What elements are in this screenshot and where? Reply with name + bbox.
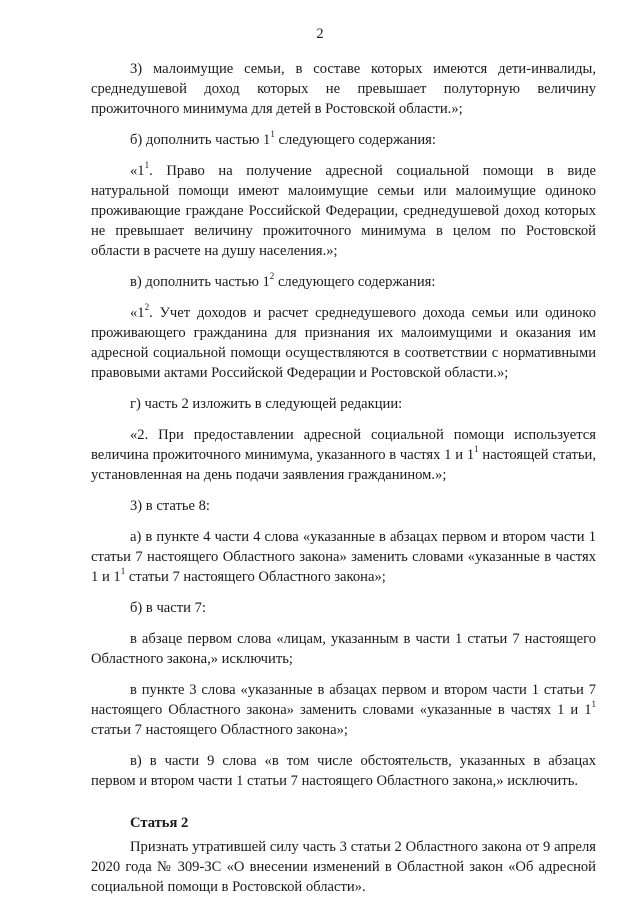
text: в пункте 3 слова «указанные в абзацах первом и втором части 1 статьи 7 настоящего Областного закона» заменить словами «указанные в частях 1 и 1	[91, 682, 596, 718]
paragraph-article-2-text: Признать утратившей силу часть 3 статьи 2 Областного закона от 9 апреля 2020 года № 309-ЗС «О внесении изменений в Областной закон «Об адресной социальной помощи в Ростовской области».	[91, 839, 596, 895]
superscript: 1	[120, 566, 126, 577]
text: «2. При предоставлении адресной социальной помощи используется величина прожиточного минимума, указанного в частях 1 и 1	[91, 427, 596, 463]
text: а) в пункте 4 части 4 слова «указанные в абзацах первом и втором части 1 статьи 7 настоящего Областного закона» заменить словами «указанные в частях 1 и 1	[91, 529, 596, 585]
superscript: 1	[270, 129, 275, 140]
paragraph-add-part-1-1	[91, 130, 596, 150]
page-number: 2	[316, 26, 324, 42]
paragraph-article-8-a	[91, 527, 596, 587]
paragraph-part-9-exclude: в) в части 9 слова «в том числе обстоятельств, указанных в абзацах первом и втором части 1 статьи 7 настоящего Областного закона,» исключить.	[91, 753, 596, 789]
text: настоящей статьи, установленная на день подачи заявления гражданином.»;	[91, 447, 596, 483]
paragraph-part-1-1-text	[91, 161, 596, 261]
text: статьи 7 настоящего Областного закона»;	[91, 722, 348, 738]
paragraph-first-paragraph-exclude: в абзаце первом слова «лицам, указанным в части 1 статьи 7 настоящего Областного закона,» исключить;	[91, 631, 596, 667]
text: статьи 7 настоящего Областного закона»;	[125, 569, 386, 585]
superscript: 1	[144, 160, 150, 171]
paragraph-add-part-1-2	[91, 272, 596, 292]
text: следующего содержания:	[274, 274, 436, 290]
text: «1	[130, 305, 145, 321]
paragraph-part-2-text	[91, 425, 596, 485]
superscript: 1	[591, 699, 596, 710]
paragraph-article-8-b: б) в части 7:	[130, 600, 206, 616]
paragraph-part-1-2-text	[91, 303, 596, 383]
text: «1	[130, 163, 145, 179]
superscript: 2	[144, 302, 150, 313]
text: в) дополнить частью 1	[130, 274, 270, 290]
superscript: 1	[474, 444, 479, 455]
text: . Право на получение адресной социальной помощи в виде натуральной помощи имеют малоимущие семьи или малоимущие одиноко проживающие граждане Российской Федерации, среднедушевой доход которых не превышает величину прожиточного минимума в целом по Ростовской области в расчете на душу населения.»;	[91, 163, 596, 259]
text: . Учет доходов и расчет среднедушевого дохода семьи или одиноко проживающего гражданина для признания их малоимущими и оказания им адресной социальной помощи осуществляются в соответствии с нормативными правовыми актами Российской Федерации и Ростовской области.»;	[91, 305, 596, 381]
article-2-heading: Статья 2	[130, 815, 189, 831]
paragraph-low-income-families-disabled-children: 3) малоимущие семьи, в составе которых имеются дети-инвалиды, среднедушевой доход которых не превышает полуторную величину прожиточного минимума для детей в Ростовской области.»;	[91, 61, 596, 117]
text: следующего содержания:	[274, 132, 436, 148]
paragraph-part-2-edit: г) часть 2 изложить в следующей редакции:	[130, 396, 403, 412]
superscript: 2	[269, 271, 275, 282]
paragraph-article-8: 3) в статье 8:	[130, 498, 210, 514]
document-body	[91, 59, 596, 908]
text: б) дополнить частью 1	[130, 132, 271, 148]
paragraph-point-3-replace	[91, 680, 596, 740]
